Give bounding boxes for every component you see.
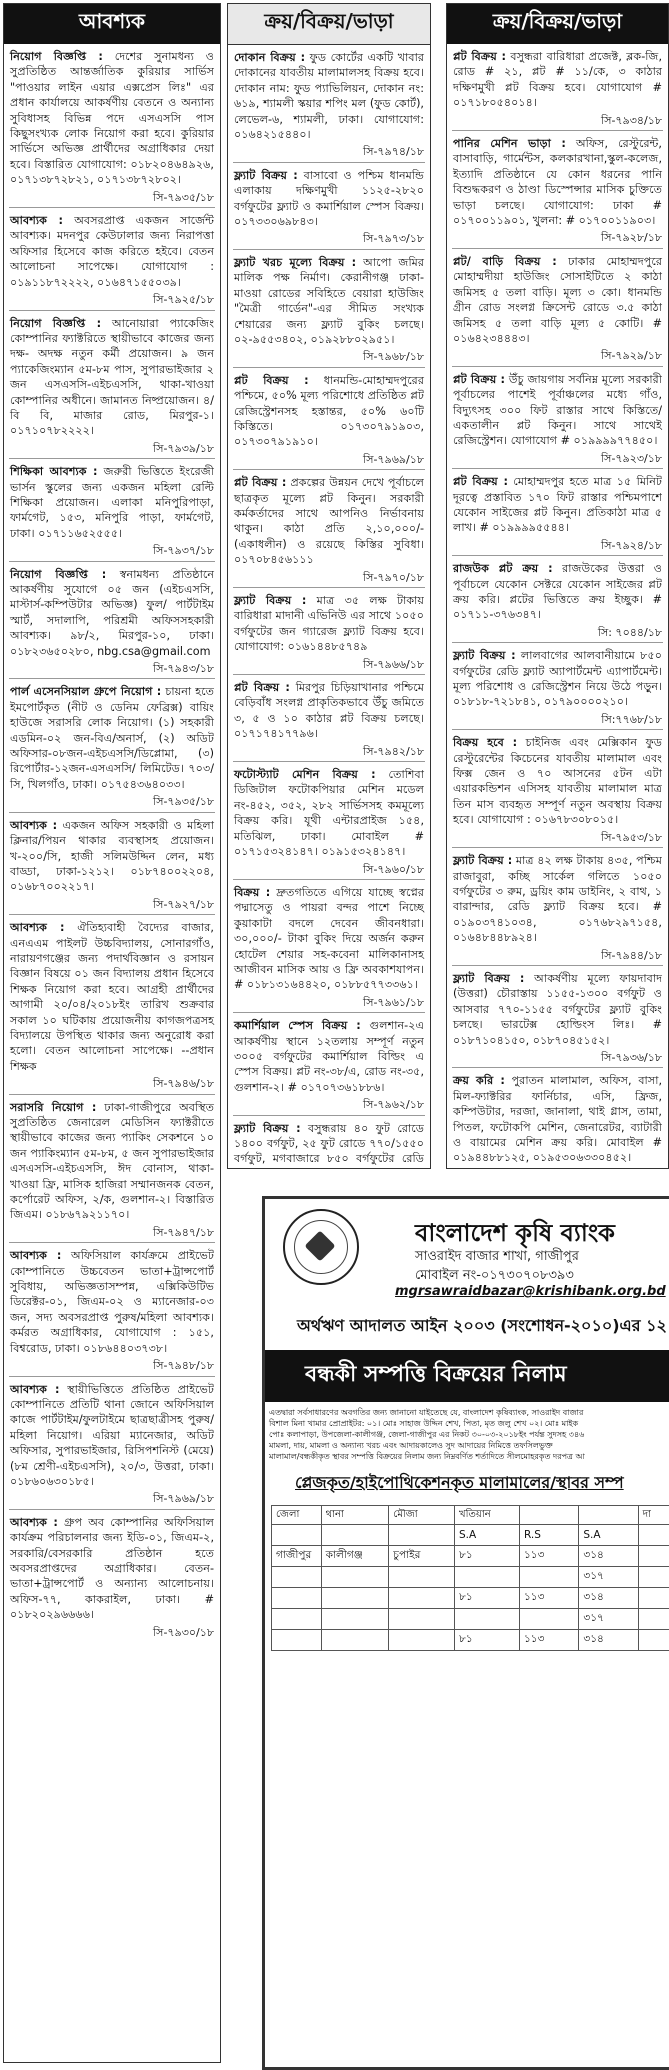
ad-body: মাত্র ৩৫ লক্ষ টাকায় বারিধারা মাদানী এভিনিউ এর সাথে ১০৫০ বর্গফুটের জন গ্যারেজ ফ্ল্যাট বিক্রয় হবে। যোগাযোগ: ০১৬১৪৪৮৫৭৪৯: [234, 594, 424, 653]
classified-ad: [228, 1116, 430, 1169]
table-cell: [455, 1609, 520, 1630]
column-header: ক্রয়/বিক্রয়/ভাড়া: [447, 4, 668, 44]
table-cell: [321, 1609, 389, 1630]
ad-code: সি-৭৯৬২/১৮: [234, 1097, 424, 1112]
bank-auction-notice: [262, 1196, 669, 2070]
ad-code: সি-৭৯৭৩/১৮: [234, 231, 424, 246]
ad-body: মিরপুর চিড়িয়াখানার পশ্চিমে বেড়িবাঁধ সংলগ্ন প্রাকৃতিকভাবে উঁচু জমিতে ৩, ৫ ও ১০ কাঠার প্লট বিক্রয় চলছে। ০১৭১৭৪১৭৭৯৬।: [234, 681, 424, 740]
ad-title: নিয়োগ বিজ্ঞপ্তি :: [10, 50, 103, 63]
table-cell: [321, 1567, 389, 1588]
classified-ad: [447, 131, 668, 248]
ad-body: স্বনামধন্য প্রতিষ্ঠানে আকর্ষণীয় সুযোগে ০৫ জন (এইচএসসি, মাস্টার্স-কম্পিউটার অভিজ্ঞ) ফুল/ পার্টটাইম স্মার্ট, সদালাপি, পরিশ্রমী অফিসসহকারী আবশ্যক। ৯৮/২, মিরপুর-১০, ঢাকা। ০১৮২৩৬৫০২৮০, nbg.csa@gmail.com: [10, 568, 214, 658]
ad-title: পানির মেশিন ভাড়া :: [453, 137, 566, 150]
notice-line: মামলা, দায়, মামলা ও অন্যান্য খরচ এবং আদায়কালেও সুদ আদায়ের নিমিত্তে তফসিলভুক্ত: [269, 1440, 668, 1451]
ad-list: [228, 45, 430, 1169]
ad-code: সি-৭৯৭০/১৮: [234, 570, 424, 585]
table-cell: ৩১৭: [579, 1567, 638, 1588]
classified-ad: [4, 1510, 220, 1642]
table-header-cell: দা: [638, 1506, 669, 1525]
table-cell: [638, 1546, 669, 1567]
table-row: [272, 1609, 669, 1630]
ad-body: পুরাতন মালামাল, অফিস, বাসা, মিল-ফ্যাক্টরির ফার্নিচার, এসি, ফ্রিজ, কম্পিউটার, দরজা, জানালা, থাই গ্লাস, তামা, পিতল, ফটোকপি মেশিন, জেনারেটর, ব্যাটারী ও বায়ামের মেশিন ক্রয় করি। মোবাইল # ০১৯৪৪৮৮১২৫, ০১৯৫৩০৬৩৩০৪৫২।: [453, 1074, 662, 1164]
ad-title: প্লট বিক্রয় :: [234, 681, 290, 694]
table-cell: [272, 1630, 322, 1651]
ad-title: ফ্ল্যাট বিক্রয় :: [453, 649, 516, 662]
ad-body: একজন অফিস সহকারী ও মহিলা ক্লিনার/পিয়ন থাকার ব্যবস্থাসহ প্রয়োজন। খ-২০০/সি, হাজী সলিমউদ্দিন লেন, মধ্য বাড্ডা, ঢাকা-১২১২। ০১৮৭৪০০২২০৪, ০১৬৮৭০০২২১৭।: [10, 819, 214, 894]
table-cell: R.S: [519, 1525, 578, 1546]
ad-title: রাজউক প্লট ক্রয় :: [453, 562, 553, 575]
classifieds-column-wanted: [3, 3, 221, 2063]
ad-title: বিক্রয় :: [234, 886, 270, 899]
ad-code: সি-৭৯৩৪/১৮: [453, 113, 662, 128]
classified-ad: [4, 311, 220, 459]
ad-code: সি: ৭০৪৪/১৮: [453, 625, 662, 640]
ad-code: সি-৭৯৪৮/১৮: [10, 1358, 214, 1373]
ad-title: প্লট/ বাড়ি বিক্রয় :: [453, 255, 557, 268]
table-cell: গাজীপুর: [272, 1546, 322, 1567]
table-cell: [272, 1609, 322, 1630]
table-cell: [519, 1567, 578, 1588]
ad-title: শিক্ষিকা আবশ্যক :: [10, 465, 98, 478]
ad-title: নিয়োগ বিজ্ঞপ্তি :: [10, 317, 101, 330]
table-cell: [389, 1630, 455, 1651]
ad-body: আপো জমির মালিক পক্ষ নির্মাণ। কেরানীগঞ্জ ঢাকা-মাওয়া রোডের সবিহিতে বেয়ারা হাউজিং "মৈত্রী গার্ডেন"-এর সীমিত সংখ্যক শেয়ারের জন্য ফ্ল্যাট বুকিং চলছে। ০২-৯৫৫৩৪০২, ০১৯২৮৮০২৯৫১।: [234, 256, 424, 346]
ad-list: [447, 44, 668, 1169]
table-cell: ৩১৪: [579, 1588, 638, 1609]
ad-body: চাইনিজ এবং মেক্সিকান ফুড রেস্টুরেন্টের কিচেনের যাবতীয় মালামাল এবং ফিক্স জেন ও ৭০ আসনের ৫টন এটা এয়ারকন্ডিশন এসিসহ যাবতীয় মালামাল মাত্র তিন মাস ব্যবহৃত সম্পূর্ণ নতুন অবস্থায় বিক্রয় হবে। যোগাযোগ : ০১৬৭৮৩০৮০১৫।: [453, 736, 662, 826]
auction-banner: বন্ধকী সম্পত্তি বিক্রয়ের নিলাম: [265, 1350, 669, 1402]
table-cell: [389, 1609, 455, 1630]
ad-body: অফিস, রেস্টুরেন্ট, বাসাবাড়ি, গার্মেন্টস, কলকারখানা,স্কুল-কলেজ, ইত্যাদি প্রতিষ্ঠানে যে কোন ধরনের পানি বিশুদ্ধকরণ ও ঠাণ্ডা ডিস্পেন্সার মাসিক চুক্তিতে ভাড়া চলছে। যোগাযোগ: ঢাকা # ০১৭০০১১৯০১, খুলনা: # ০১৭০০১১৯০৩।: [453, 137, 662, 227]
ad-body: বসুন্ধরায় ৪০ ফুট রোডে ১৪০০ বর্গফুট, ২৫ ফুট রোডে ৭৭০/১৫৫০ বর্গফুট, মগবাজারে ৮৫০ বর্গফুটের রেডি: [234, 1122, 424, 1169]
ad-title: ফ্ল্যাট খরচ মূল্যে বিক্রয় :: [234, 256, 356, 269]
table-cell: ১১৩: [519, 1546, 578, 1567]
table-cell: ৩১৭: [579, 1609, 638, 1630]
ad-code: সি-৭৯৬৯/১৮: [10, 1491, 214, 1506]
table-cell: ১১৩: [519, 1588, 578, 1609]
ad-list: [4, 44, 220, 1642]
table-cell: ৮১: [455, 1546, 520, 1567]
ad-code: সি-৭৯৪২/১৮: [234, 744, 424, 759]
notice-line: এতদ্বারা সর্বসাধারণের অবগতির জন্য জানানো যাইতেছে যে, বাংলাদেশ কৃষিব্যাংক, সাওরাইদ বাজার: [269, 1407, 668, 1418]
ad-title: ফ্ল্যাট বিক্রয় :: [453, 854, 512, 867]
table-cell: [321, 1588, 389, 1609]
table-row: [272, 1546, 669, 1567]
classified-ad: [447, 249, 668, 366]
table-cell: ১১৩: [519, 1630, 578, 1651]
ad-title: ফ্ল্যাট বিক্রয় :: [234, 1122, 301, 1135]
classified-ad: [447, 556, 668, 642]
ad-title: নিয়োগ বিজ্ঞপ্তি :: [10, 568, 106, 581]
classified-ad: [228, 762, 430, 879]
notice-line: মালামাল/বন্ধকীকৃত স্থাবর সম্পত্তি বিক্রয়ের নিলাম জন্য নিম্নবর্ণিত শর্তাদিতে সীলমোহরকৃত দরপত্র আ: [269, 1451, 668, 1462]
table-body: [272, 1525, 669, 1651]
ad-title: প্লট বিক্রয় :: [234, 374, 309, 387]
ad-code: সি-৭৯৩৫/১৮: [10, 794, 214, 809]
table-row: [272, 1567, 669, 1588]
ad-code: সি-৭৯৭৪/১৮: [234, 144, 424, 159]
classified-ad: [4, 459, 220, 560]
ad-body: দ্রুতগতিতে এগিয়ে যাচ্ছে স্বপ্নের পদ্মাসেতু ও পায়রা বন্দর পাশে নিচ্ছে কুয়াকাটা বদলে দেবেন জীবনধারা। ৩০,০০০/- টাকা বুকিং দিয়ে অর্জন করুন হোটেল শেয়ার সহ-কবেনা মালিকানাসহ আজীবন মাসিক আয় ও ফ্রি অবকাশযাপন। # ০১৮১৩১৬৪৪২০, ০১৮৮৫৭৭৩৩৬১।: [234, 886, 424, 991]
ad-code: সি-৭৯৩৭/১৮: [10, 543, 214, 558]
classified-ad: [228, 45, 430, 162]
bank-logo-icon: [283, 1209, 359, 1285]
ad-code: সি:৭৭৬৮/১৮: [453, 712, 662, 727]
table-cell: [272, 1525, 322, 1546]
ad-title: আবশ্যক :: [10, 1516, 58, 1529]
ad-title: বিক্রয় হবে :: [453, 736, 517, 749]
ad-body: চায়না হতে ইমপোর্টকৃত (নীট ও ডেনিম ফেব্রিক্স) বায়িং হাউজে সরাসরি লোক নিয়োগ। (১) সহকারী এডমিন-০২ জন-বিএ/অনার্স, (২) অডিট অফিসার-০৮জন-এইচএসসি/ডিপ্লোমা, (৩) রিপোর্টার-১২জন-এসএসসি/ লিমিটেড। ৭০৩/সি, খিলগাঁও, ঢাকা। ০১৭৫৪৩৬৪০৩৩।: [10, 685, 214, 790]
ad-code: সি-৭৯২৩/১৮: [453, 451, 662, 466]
ad-body: ফুড কোর্টের একটি খাবার দোকানের যাবতীয় মালামালসহ বিক্রয় হবে। দোকান নাম: ফুড প্যাভিলিয়ন, দোকান নং: ৬১৯, শ্যামলী স্কয়ার শপিং মল (ফুড কোর্ট), লেভেল-৬, শ্যামলী, ঢাকা। যোগাযোগ: ০১৬৪২১৫৪৪০।: [234, 51, 424, 141]
table-cell: [638, 1567, 669, 1588]
ad-code: সি-৭৯২৭/১৮: [10, 897, 214, 912]
ad-code: সি-৭৯৩৬/১৮: [453, 1050, 662, 1065]
table-cell: ৮১: [455, 1630, 520, 1651]
ad-title: আবশ্যক :: [10, 819, 57, 832]
ad-body: ঢাকার মোহাম্মদপুরে মোহাম্মদীয়া হাউজিং সোসাইটিতে ২ কাঠা জমিসহ ৫ তলা বাড়ি। মূল্য ৩ কো। ধানমন্ডি গ্রীন রোড সংলগ্ন ক্রিসেন্ট রোডে ৩.৫ কাঠা জমিসহ ৫ তলা বাড়ি মূল্য ৫ কোটি। # ০১৬৪২৩৪৪৪৩।: [453, 255, 662, 345]
table-cell: ৩১৪: [579, 1546, 638, 1567]
classified-ad: [447, 643, 668, 729]
table-cell: S.A: [579, 1525, 638, 1546]
column-header: আবশ্যক: [4, 4, 220, 44]
property-schedule-table: [271, 1505, 669, 1651]
ad-title: আবশ্যক :: [10, 921, 65, 934]
notice-header: [265, 1199, 669, 1303]
table-row: [272, 1588, 669, 1609]
ad-body: আকর্ষণীয় মূল্যে ফায়দাবাদ (উত্তরা) চৌরাস্তায় ১১৫৫-১৩০০ বর্গফুট ও আসবার ৭৭০-১১৫৫ বর্গফুটের ফ্ল্যাট বুকিং চলছে। ভারটেক্স হোল্ডিংস লিঃ। # ০১৮৭১০৪১৫০, ০১৮৭০৪৫১৫২।: [453, 972, 662, 1047]
branch-email: mgrsawraidbazar@krishibank.org.bd: [395, 1284, 666, 1299]
ad-body: তোশিবা ডিজিটাল ফটোকপিয়ার মেশিন মডেল নং-৪৫২, ৩৫২, ২৮২ সার্ভিসসহ কমমূল্যে বিক্রয় করি। যূথী এন্টারপ্রাইজ ১৫৪, মতিঝিল, ঢাকা। মোবাইল # ০১৭১৫৩২৪১৪৭। ০১৯১৫৩২৪১৪৭।: [234, 768, 424, 858]
ad-title: প্লট বিক্রয় :: [453, 373, 505, 386]
ad-title: প্লট বিক্রয় :: [453, 475, 508, 488]
table-header-cell: [579, 1506, 638, 1525]
classified-ad: [4, 813, 220, 914]
classified-ad: [447, 44, 668, 130]
table-header-cell: জেলা: [272, 1506, 322, 1525]
table-header-cell: খতিয়ান: [455, 1506, 520, 1525]
ad-code: সি-৭৯২৫/১৮: [10, 292, 214, 307]
ad-body: দেশের সুনামধন্য ও সুপ্রতিষ্ঠিত আন্তর্জাতিক কুরিয়ার সার্ভিস "পাওয়ার লাইন এয়ার এক্সপ্রেস লিঃ" এর প্রধান কার্যালয়ে আকর্ষণীয় বেতনে ও অন্যান্য সুবিধাসহ বিভিন্ন পদে এসএসসি পাস কিছুসংখ্যক লোক নিয়োগ করা হবে। কুরিয়ার সার্ভিসে অভিজ্ঞ প্রার্থীদের অগ্রাধিকার দেয়া হবে। বিস্তারিত যোগাযোগ: ০১৮২০৪৬৪৯২৬, ০১৭১৩৮৭২৮২১, ০১৭১৩৮৭২৮০২।: [10, 50, 214, 186]
ad-code: [453, 1168, 662, 1169]
classified-ad: [4, 679, 220, 811]
table-cell: [638, 1525, 669, 1546]
classified-ad: [447, 848, 668, 965]
table-cell: S.A: [455, 1525, 520, 1546]
classified-ad: [228, 250, 430, 367]
ad-code: সি-৭৯৬৮/১৮: [234, 349, 424, 364]
ad-body: অফিসিয়াল কার্যক্রমে প্রাইভেট কোম্পানিতে উচ্চবেতন ভাতা+ট্রান্সপোর্ট সুবিধায়, অভিজ্ঞতাসম্পন্ন, এক্সিকিউটিভ ডিরেক্টর-০১, জিএম-০২ ও ম্যানেজার-০৩ জন, সদ্য অবসরপ্রাপ্ত পুরুষ/মহিলা আবশ্যক। কর্মরত অগ্রাধিকার, যোগাযোগ : ১৫১, বিশ্বরোড, ঢাকা। ০১৮৬৪৪০৩৭৩৮।: [10, 1249, 214, 1354]
classified-ad: [4, 208, 220, 309]
ad-code: সি-৭৯৬০/১৮: [234, 862, 424, 877]
ad-code: সি-৭৯৬৯/১৮: [234, 452, 424, 467]
ad-code: সি-৭৯২৮/১৮: [453, 230, 662, 245]
notice-line: পোঃ কলাপাড়া, উপজেলা-কালীগঞ্জ, জেলা-গাজীপুর এর নিকট ৩০-০৩-২০১৮ইং পর্যন্ত সুদসহ ৩৪৬: [269, 1429, 668, 1440]
table-cell: [389, 1567, 455, 1588]
column-header: ক্রয়/বিক্রয়/ভাড়া: [228, 4, 430, 45]
ad-body: রাজউকের উত্তরা ও পূর্বাচলে যেকোন সেক্টরে যেকোন সাইজের প্লট ক্রয় করি। প্লটের ভিত্তিতে ক্রয় ইচ্ছুক। # ০১৭১১-৩৭৬৩৪৭।: [453, 562, 662, 621]
ad-title: আবশ্যক :: [10, 1249, 61, 1262]
ad-title: কমার্শিয়াল স্পেস বিক্রয় :: [234, 1019, 361, 1032]
table-cell: [321, 1525, 389, 1546]
ad-title: ফ্ল্যাট বিক্রয় :: [234, 169, 298, 182]
ad-code: সি-৭৯৬৬/১৮: [234, 657, 424, 672]
table-cell: চুপাইর: [389, 1546, 455, 1567]
table-cell: ৩১৪: [579, 1630, 638, 1651]
table-cell: [272, 1567, 322, 1588]
table-header-row: [272, 1506, 669, 1525]
classified-ad: [447, 1068, 668, 1169]
ad-title: আবশ্যক :: [10, 214, 63, 227]
branch-mobile: মোবাইল নং-০১৭৩০৭০৮৩৯৩: [415, 1266, 574, 1287]
ad-code: সি-৭৯২৯/১৮: [453, 348, 662, 363]
classified-ad: [447, 367, 668, 468]
ad-code: সি-৭৯৩৯/১৮: [10, 441, 214, 456]
branch-name: সাওরাইদ বাজার শাখা, গাজীপুর: [415, 1247, 579, 1268]
classifieds-column-buy-sell-rent: [227, 3, 431, 1169]
ad-body: স্থায়ীভিত্তিতে প্রতিষ্ঠিত প্রাইভেট কোম্পানিতে প্রতিটি থানা জোনে অফিসিয়াল কাজে পার্টটাইম/ফুলটাইমে ছাত্রছাত্রীসহ পুরুষ/মহিলা নিয়োগ। এরিয়া ম্যানেজার, অডিট অফিসার, সুপারভাইজার, রিসিপশনিস্ট (মেয়ে) (৮ম শ্রেণী-এইচএসসি), ২০/৩, উত্তরা, ঢাকা। ০১৮৬০৬৩০১৮৫।: [10, 1383, 214, 1488]
ad-body: প্রকল্পের উন্নয়ন দেখে পূর্বাচলে ছাত্রকৃত মূল্যে প্লট কিনুন। সরকারী কর্মকর্তাদের সাথে আপনিও নির্ভাবনায় থাকুন। কাঠা প্রতি ২,১০,০০০/- (একাধলীন) ও রয়েছে কিস্তির সুবিধা। ০১৭০৮৪৫৬১১১: [234, 476, 424, 566]
table-row: [272, 1525, 669, 1546]
table-cell: কালীগঞ্জ: [321, 1546, 389, 1567]
table-cell: [638, 1588, 669, 1609]
ad-title: প্লট বিক্রয় :: [453, 50, 506, 63]
table-cell: [638, 1609, 669, 1630]
ad-title: ক্রয় করি :: [453, 1074, 505, 1087]
ad-title: দোকান বিক্রয় :: [234, 51, 305, 64]
classified-ad: [447, 966, 668, 1067]
classified-ad: [228, 368, 430, 469]
table-cell: [389, 1588, 455, 1609]
ad-code: সি-৭৯৫৩/১৮: [453, 830, 662, 845]
ad-body: মাত্র ৪২ লক্ষ টাকায় ৪৩৫, পশ্চিম রাজাবুরা, কচ্ছি সার্কেল গলিতে ১০৫০ বর্গফুটের ৩ রুম, ড্রয়িং কাম ডাইনিং, ২ বাথ, ১ বারান্দার, রেডি ফ্ল্যাট বিক্রয় হবে। # ০১৯০৩৭৪১০৩৪, ০১৭৬৮২৯৭১৫৪, ০১৬৪৮৪৪৮৯২৪।: [453, 854, 662, 944]
ad-body: মোহাম্মদপুর হতে মাত্র ১৫ মিনিট দূরত্বে প্রস্তাবিত ১৭০ ফিট রাস্তার পশ্চিমপাশে যেকোন সাইজের প্লট কিনুন। প্রতিকাঠা মাত্র ৫ লাখ। # ০১৯৯৯৯৫৫৪৪।: [453, 475, 662, 534]
classified-ad: [4, 1243, 220, 1375]
table-header-cell: মৌজা: [389, 1506, 455, 1525]
ad-body: ধানমন্ডি-মোহাম্মদপুরের পশ্চিমে, ৫০% মূল্য পরিশোধে প্রতিষ্ঠিত প্লট রেজিস্ট্রেশনসহ হস্তান্তর, ৫০% ৬০টি কিস্তিতে। ০১৭৩০৭৯১৯০৩, ০১৭৩০৭৯১৯১০।: [234, 374, 424, 449]
classified-ad: [228, 880, 430, 1012]
ad-code: সি-৭৯৪৪/১৮: [453, 948, 662, 963]
ad-code: সি-৭৯৪৭/১৮: [10, 1225, 214, 1240]
ad-title: আবশ্যক :: [10, 1383, 60, 1396]
ad-code: সি-৭৯২৪/১৮: [453, 538, 662, 553]
ad-title: পার্ল এসেনসিয়াল গ্রুপে নিয়োগ :: [10, 685, 161, 698]
ad-title: সরাসরি নিয়োগ :: [10, 1101, 96, 1114]
ad-title: ফটোস্ট্যাট মেশিন বিক্রয় :: [234, 768, 376, 781]
table-row: [272, 1630, 669, 1651]
classified-ad: [228, 675, 430, 761]
classified-ad: [228, 1013, 430, 1114]
notice-body: [265, 1402, 669, 1462]
ad-code: সি-৭৯৬১/১৮: [234, 995, 424, 1010]
classifieds-column-buy-sell-rent-2: [446, 3, 669, 1169]
classified-ad: [4, 1377, 220, 1509]
classified-ad: [4, 915, 220, 1093]
table-cell: [455, 1567, 520, 1588]
ad-body: বাসাবো ও পশ্চিম ধানমন্ডি এলাকায় দক্ষিণমুখী ১১২৫-২৮২০ বর্গফুটের ফ্ল্যাট ও কমার্শিয়াল স্পেস বিক্রয়। ০১৭৩৩০৬৯৮৪৩।: [234, 169, 424, 228]
ad-code: সি-৭৯৩০/১৮: [10, 1625, 214, 1640]
ad-body: গুলশান-২এ আকর্ষণীয় স্থানে ১২তলায় সম্পূর্ণ নতুন ৩০০৫ বর্গফুটের কমার্শিয়াল বিল্ডিং এ স্পেস বিক্রয়। প্লট নং-৩৮/এ, রোড নং-৩৫, গুলশান-২। # ০১৭০৭৩৬১৮৮৬।: [234, 1019, 424, 1094]
ad-title: ফ্ল্যাট বিক্রয় :: [234, 594, 306, 607]
ad-title: প্লট বিক্রয় :: [234, 476, 286, 489]
ad-code: সি-৭৯৪৩/১৮: [10, 661, 214, 676]
ad-body: জরুরী ভিত্তিতে ইংরেজী ভার্সন স্কুলের জন্য একজন মহিলা রেল্টি শিক্ষিকা প্রয়োজন। এলাকা মনিপুরিপাড়া, ফার্মগেট, ১৫৩, মনিপুরি পাড়া, ফার্মগেট, ঢাকা। ০১৭১১৬৫২৫৫৫।: [10, 465, 214, 540]
classified-ad: [4, 562, 220, 679]
ad-body: গ্রুপ অব কোম্পানির অফিসিয়াল কার্যক্রম পরিচালনার জন্য ইডি-০১, জিএম-২, সরকারি/বেসরকারি প্রতিষ্ঠান হতে অবসরপ্রাপ্তদের অগ্রাধিকার। বেতন-ভাতা+ট্রান্সপোর্ট ও অন্যান্য আলোচনায়। অফিস-৭৭, কাকরাইল, ঢাকা। # ০১৮২০২৯৬৬৬৬।: [10, 1516, 214, 1621]
ad-body: অবসরপ্রাপ্ত একজন সার্জেন্ট আবশ্যক। মদনপুর কেউঢালার জন্য নিরাপত্তা অফিসার হিসেবে কাজ করিতে হইবে। বেতন আলোচনা সাপেক্ষে। যোগাযোগ : ০১৯১১৮৭২২২২, ০১৬৪৭১৫৫০৩৯।: [10, 214, 214, 289]
table-cell: [321, 1630, 389, 1651]
table-header-cell: থানা: [321, 1506, 389, 1525]
table-cell: [389, 1525, 455, 1546]
table-cell: ৮১: [455, 1588, 520, 1609]
classified-ad: [228, 588, 430, 674]
classified-ad: [447, 730, 668, 847]
ad-body: উঁচু জায়গায় সর্বনিম্ন মূল্যে সরকারী পূর্বাচলের পাশেই পূর্বাঞ্চলের মধ্যে গাঁও, বিদ্যুৎসহ ৩০০ ফিট রাস্তার সাথে কিস্তিতে/একতালীন প্লট কিনুন। সাথে সাথেই রেজিস্ট্রেশন। যোগাযোগ # ০১৯৯৯৯৭৭৪৫০।: [453, 373, 662, 448]
table-header-cell: [519, 1506, 578, 1525]
law-reference: অর্থঋণ আদালত আইন ২০০৩ (সংশোধন-২০১০)এর ১২: [265, 1303, 669, 1340]
table-cell: [272, 1588, 322, 1609]
ad-code: সি-৭৯৩৫/১৮: [10, 190, 214, 205]
schedule-heading: প্লেজকৃত/হাইপোথিকেশনকৃত মালামালের/স্থাবর সম্প: [265, 1462, 669, 1497]
classified-ad: [228, 470, 430, 587]
classified-ad: [4, 1095, 220, 1243]
ad-code: সি-৭৯৪৬/১৮: [10, 1076, 214, 1091]
ad-body: ঐতিহ্যবাহী বৈদ্যের বাজার, এনএএম পাইলট উচ্চবিদ্যালয়, সোনারগাঁও, নারায়ণগঞ্জের জন্য পদার্থবিজ্ঞান ও রসায়ন বিজ্ঞান বিষয়ে ০১ জন বিদ্যালয় প্রধান হিসেবে শিক্ষক নিয়োগ করা হবে। আগ্রহী প্রার্থীদের আগামী ২০/০৪/২০১৮ইং তারিখ শুক্রবার সকাল ১০ ঘটিকায় প্রয়োজনীয় কাগজপত্রসহ বিদ্যালয়ে উপস্থিত থাকার জন্য অনুরোধ করা হলো। বেতন আলোচনা সাপেক্ষে। --প্রধান শিক্ষক: [10, 921, 214, 1073]
ad-body: ঢাকা-গাজীপুরে অবস্থিত সুপ্রতিষ্ঠিত জেনারেল মেডিসিন ফ্যাক্টরীতে স্থায়ীভাবে কাজের জন্য প্যাকিং সেকশনে ১০ জন প্যাকিংম্যান ৫ম-৮ম, ৫ জন সুপারভাইজার এসএসসি-এইচএসসি, ঈদ বোনাস, থাকা-খাওয়া ফ্রি, মাসিক হাজিরা সম্মানজনক বেতন, কর্পোরেট অফিস, ২/ক, গুলশান-২। বিস্তারিত জিএম। ০১৮৬৭৯২১১৭০।: [10, 1101, 214, 1222]
classified-ad: [447, 469, 668, 555]
ad-body: লালবাগের আলবানীয়ামে ৮৫০ বর্গফুটের রেডি ফ্ল্যাট অ্যাপার্টমেন্ট এ্যাপার্টমেন্ট। মূল্য পরিশোধ ও রেজিস্ট্রেশন নিয়ে উঠে পড়ুন। ০১৮১৮-৭২১৮৪১, ০১৭৯০০০০২১০।: [453, 649, 662, 708]
classified-ad: [228, 163, 430, 249]
table-cell: [519, 1609, 578, 1630]
table-cell: [638, 1630, 669, 1651]
classified-ad: [4, 44, 220, 207]
ad-body: বসুন্ধরা বারিধারা প্রজেক্ট, ব্লক-জি, রোড # ২১, প্লট # ১১/কে, ৩ কাঠার দক্ষিণমুখী প্লট বিক্রয় হবে। যোগাযোগ # ০১৭১৮০৫৪০১৪।: [453, 50, 662, 109]
ad-body: আনোয়ারা প্যাকেজিং কোম্পানির ফ্যাক্টরিতে স্থায়ীভাবে কাজের জন্য দক্ষ- অদক্ষ নতুন কর্মী প্রয়োজন। ৯ জন প্যাকেজিংম্যান ৫ম-৮ম পাস, সুপারভাইজার ২ জন এসএসসি-এইচএসসি, থাকা-খাওয়া কোম্পানির অধীনে। জামানত নিষ্প্রয়োজন। ৪/বি বি, মাজার রোড, মিরপুর-১। ০১৭১০৭৮২২২২।: [10, 317, 214, 438]
ad-title: ফ্ল্যাট বিক্রয় :: [453, 972, 524, 985]
notice-line: বিশাল মিনা খামার প্রোপ্রাইটর: ০১। মোঃ সাহাজ উদ্দিন শেখ, পিতা, মৃত জলু শেখ ০২। মোঃ মাইক: [269, 1418, 668, 1429]
bank-name: বাংলাদেশ কৃষি ব্যাংক: [415, 1215, 615, 1255]
